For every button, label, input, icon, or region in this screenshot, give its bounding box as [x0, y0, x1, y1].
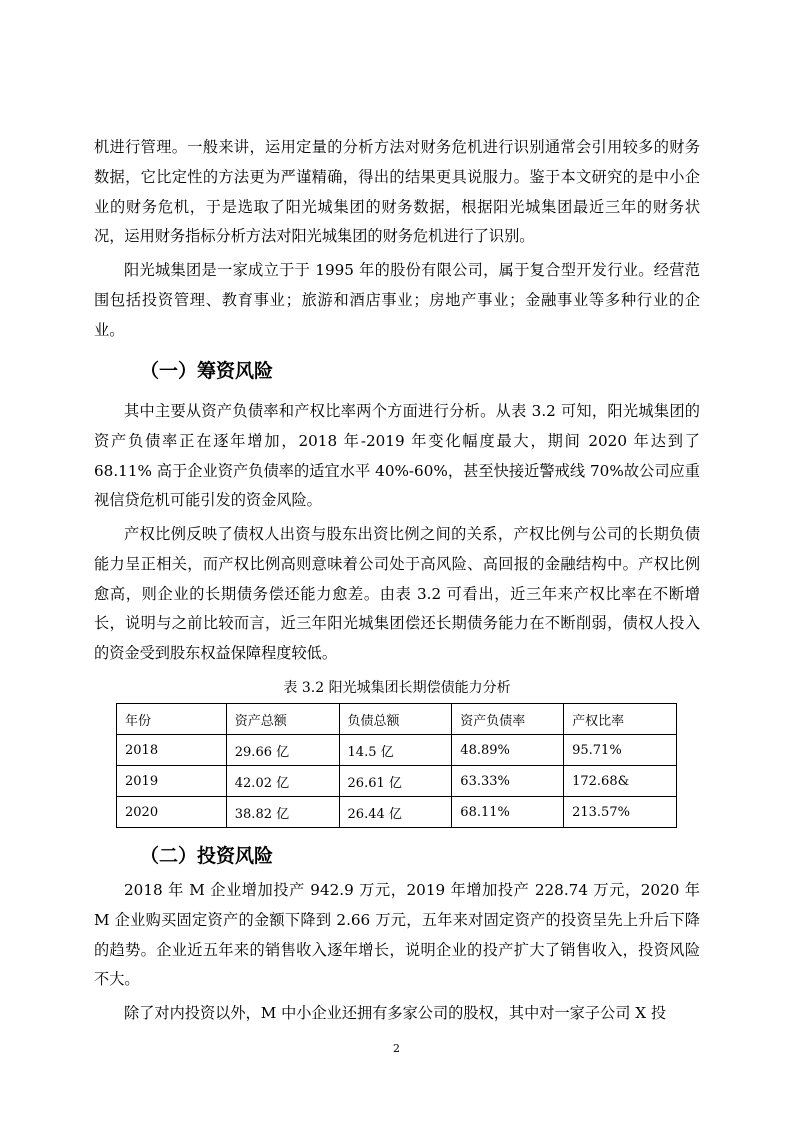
- table-caption: 表 3.2 阳光城集团长期偿债能力分析: [283, 680, 511, 696]
- table-cell-total-liabilities: 14.5 亿: [339, 735, 452, 766]
- table-header-cell: 年份: [117, 704, 227, 735]
- section-heading-financing-risk: （一）筹资风险: [140, 360, 274, 382]
- table-row: [117, 766, 677, 797]
- table-cell-debt-ratio: 48.89%: [452, 735, 564, 766]
- table-cell-total-liabilities: 26.44 亿: [339, 797, 452, 828]
- paragraph-equity-holdings: 除了对内投资以外，M 中小企业还拥有多家公司的股权，其中对一家子公司 X 投: [124, 1004, 667, 1022]
- table-cell-total-liabilities: 26.61 亿: [339, 766, 452, 797]
- table-cell-debt-ratio: 68.11%: [452, 797, 564, 828]
- table-header-cell: 资产总额: [226, 704, 339, 735]
- table-cell-total-assets: 29.66 亿: [226, 735, 339, 766]
- paragraph-equity-ratio-analysis: 产权比例反映了债权人出资与股东出资比例之间的关系，产权比例与公司的长期负债能力呈正相关，而产权比例高则意味着公司处于高风险、高回报的金融结构中。产权比例愈高，则企业的长期债务偿还能力愈差。由表 3.2 可看出，近三年来产权比率在不断增长，说明与之前比较而言，近三年阳光城集团偿还长期债务能力在不断削弱，债权人投入的资金受到股东权益保障程度较低。: [94, 525, 700, 663]
- table-cell-total-assets: 38.82 亿: [226, 797, 339, 828]
- section-heading-investment-risk: （二）投资风险: [140, 845, 274, 867]
- table-cell-equity-ratio: 95.71%: [564, 735, 677, 766]
- table-cell-debt-ratio: 63.33%: [452, 766, 564, 797]
- paragraph-debt-ratio-analysis: 其中主要从资产负债率和产权比率两个方面进行分析。从表 3.2 可知，阳光城集团的资产负债率正在逐年增加，2018 年-2019 年变化幅度最大，期间 2020 年达到了 68.11% 高于企业资产负债率的适宜水平 40%-60%，甚至快接近警戒线 70%故公司应重视信贷危机可能引发的资金风险。: [94, 402, 700, 510]
- paragraph-intro-continued: 机进行管理。一般来讲，运用定量的分析方法对财务危机进行识别通常会引用较多的财务数据，它比定性的方法更为严谨精确，得出的结果更具说服力。鉴于本文研究的是中小企业的财务危机，于是选取了阳光城集团的财务数据，根据阳光城集团最近三年的财务状况，运用财务指标分析方法对阳光城集团的财务危机进行了识别。: [94, 138, 700, 246]
- table-cell-equity-ratio: 213.57%: [564, 797, 677, 828]
- paragraph-company-profile: 阳光城集团是一家成立于于 1995 年的股份有限公司，属于复合型开发行业。经营范围包括投资管理、教育事业；旅游和酒店事业；房地产事业；金融事业等多种行业的企业。: [94, 261, 700, 339]
- table-row: [117, 797, 677, 828]
- solvency-table: [116, 703, 677, 828]
- table-header-row: [117, 704, 677, 735]
- table-cell-year: 2018: [117, 735, 227, 766]
- table-header-cell: 负债总额: [339, 704, 452, 735]
- table-cell-year: 2020: [117, 797, 227, 828]
- table-header-cell: 产权比率: [564, 704, 677, 735]
- paragraph-investment-analysis: 2018 年 M 企业增加投产 942.9 万元，2019 年增加投产 228.74 万元，2020 年 M 企业购买固定资产的金额下降到 2.66 万元，五年来对固定资产的投资呈先上升后下降的趋势。企业近五年来的销售收入逐年增长，说明企业的投产扩大了销售收入，投资风险不大。: [94, 881, 700, 989]
- table-cell-year: 2019: [117, 766, 227, 797]
- page-number: 2: [393, 1042, 400, 1055]
- table-cell-equity-ratio: 172.68&: [564, 766, 677, 797]
- table-row: [117, 735, 677, 766]
- table-header-cell: 资产负债率: [452, 704, 564, 735]
- table-cell-total-assets: 42.02 亿: [226, 766, 339, 797]
